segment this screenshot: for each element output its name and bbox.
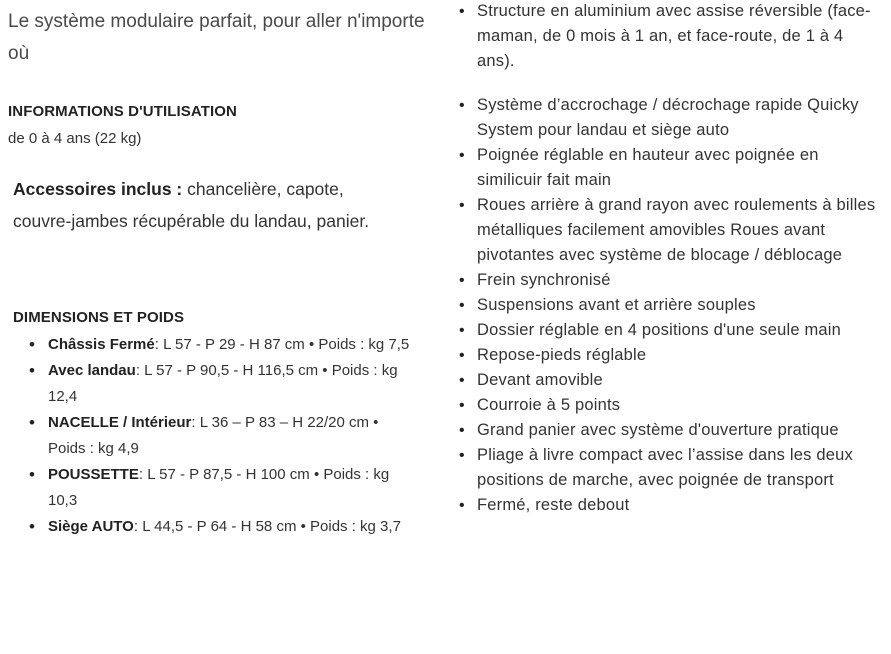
feature-item: • Poignée réglable en hauteur avec poignée en similicuir fait main	[477, 143, 885, 193]
usage-value: de 0 à 4 ans (22 kg)	[8, 130, 142, 147]
dimension-name: NACELLE / Intérieur	[48, 414, 192, 431]
feature-item: • Système d’accrochage / décrochage rapide Quicky System pour landau et siège auto	[477, 93, 885, 143]
feature-item: • Roues arrière à grand rayon avec roulements à billes métalliques facilement amovibles Roues avant pivotantes avec système de blocage / déblocage	[477, 193, 885, 268]
accessories-text: chancelière, capote, couvre-jambes récupérable du landau, panier.	[13, 179, 370, 231]
feature-item: • Frein synchronisé	[477, 268, 885, 293]
dimension-name: Châssis Fermé	[48, 336, 155, 353]
usage-heading: INFORMATIONS D'UTILISATION	[8, 103, 237, 120]
feature-item: • Courroie à 5 points	[477, 393, 885, 418]
dimension-value: : L 36 – P 83 – H 22/20 cm • Poids : kg 4,9	[48, 414, 379, 457]
feature-item: • Devant amovible	[477, 368, 885, 393]
feature-item: • Grand panier avec système d'ouverture pratique	[477, 418, 885, 443]
accessories-label: Accessoires inclus :	[13, 179, 183, 199]
dimension-value: : L 57 - P 29 - H 87 cm • Poids : kg 7,5	[154, 336, 410, 353]
features-list	[455, 93, 885, 518]
dimension-item-nacelle	[48, 410, 418, 462]
left-column	[8, 0, 428, 540]
feature-item: • Dossier réglable en 4 positions d'une seule main	[477, 318, 885, 343]
tagline: Le système modulaire parfait, pour aller n'importe où	[8, 11, 425, 64]
dimensions-heading: DIMENSIONS ET POIDS	[13, 309, 185, 326]
dimension-item-siege-auto	[48, 514, 418, 540]
feature-item: • Fermé, reste debout	[477, 493, 885, 518]
dimension-value: : L 57 - P 90,5 - H 116,5 cm • Poids : kg 12,4	[48, 362, 398, 405]
dimension-name: Avec landau	[48, 362, 136, 379]
feature-item: • Structure en aluminium avec assise réversible (face-maman, de 0 mois à 1 an, et face-route, de 1 à 4 ans).	[477, 0, 885, 74]
feature-item: • Repose-pieds réglable	[477, 343, 885, 368]
accessories-paragraph	[13, 173, 403, 237]
features-list-top	[455, 0, 885, 74]
dimension-name: Siège AUTO	[48, 518, 134, 535]
dimension-item-chassis	[48, 332, 418, 358]
feature-item: • Suspensions avant et arrière souples	[477, 293, 885, 318]
dimension-value: : L 44,5 - P 64 - H 58 cm • Poids : kg 3,7	[133, 518, 401, 535]
dimension-item-poussette	[48, 462, 418, 514]
feature-item: • Pliage à livre compact avec l’assise dans les deux positions de marche, avec poignée de transport	[477, 443, 885, 493]
dimension-value: : L 57 - P 87,5 - H 100 cm • Poids : kg 10,3	[48, 466, 390, 509]
dimensions-list	[8, 332, 418, 540]
dimension-name: POUSSETTE	[48, 466, 139, 483]
right-column	[455, 0, 885, 518]
dimension-item-landau	[48, 358, 418, 410]
